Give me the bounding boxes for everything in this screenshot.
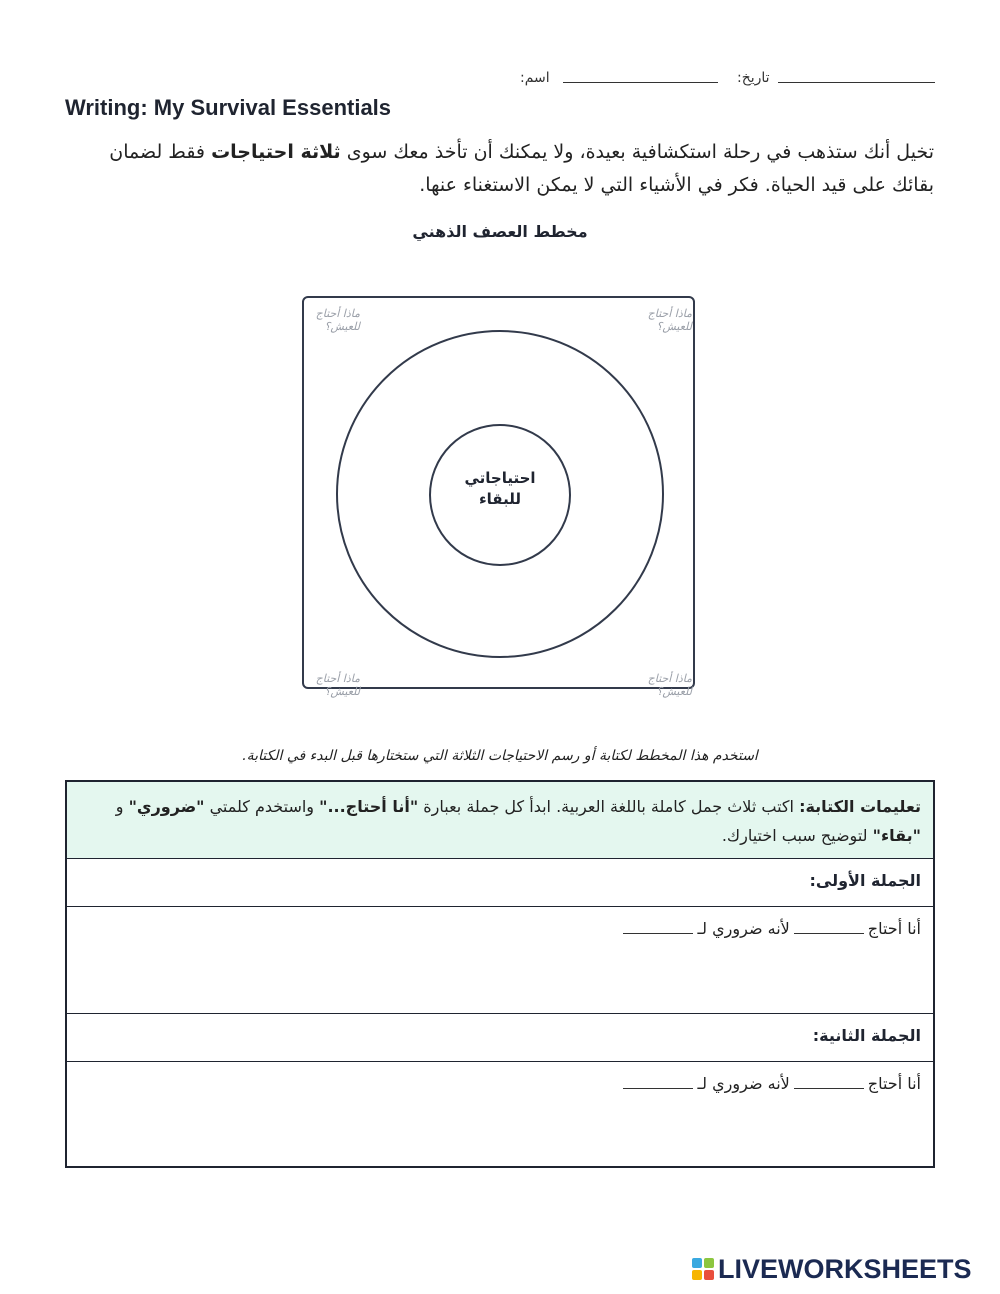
- sentence2-answer-row[interactable]: [67, 1062, 933, 1166]
- sentence2-label-row: [67, 1014, 933, 1062]
- template-start: أنا أحتاج: [867, 1074, 921, 1093]
- phrase-daruri: "ضروري": [128, 797, 205, 816]
- corner-prompt-top-left: ماذا أحتاج للعيش؟: [315, 307, 360, 333]
- instructions-part1: اكتب ثلاث جمل كاملة باللغة العربية. ابدأ كل جملة بعبارة: [418, 797, 800, 816]
- intro-text-1: تخيل أنك ستذهب في رحلة استكشافية بعيدة، ولا يمكنك أن تأخذ معك سوى: [340, 141, 934, 163]
- phrase-baqa: "بقاء": [872, 826, 921, 845]
- sentence1-label-row: [67, 859, 933, 907]
- logo-mark-icon: [692, 1258, 714, 1280]
- writing-table: [65, 780, 935, 1168]
- logo-mark-square-2: [704, 1258, 714, 1268]
- intro-bold: ثلاثة احتياجات: [211, 141, 341, 163]
- instructions-part2: واستخدم كلمتي: [204, 797, 320, 816]
- date-field-line[interactable]: [778, 82, 935, 83]
- mindmap-title: مخطط العصف الذهني: [412, 222, 588, 241]
- blank-need-2[interactable]: [794, 1088, 864, 1089]
- template-start: أنا أحتاج: [867, 919, 921, 938]
- sentence2-label: الجملة الثانية:: [812, 1026, 921, 1045]
- instructions-part3: لتوضيح سبب اختيارك.: [721, 826, 873, 845]
- sentence1-template: [619, 919, 921, 938]
- date-label: :تاريخ: [737, 70, 770, 86]
- blank-reason-1[interactable]: [623, 933, 693, 934]
- template-mid: لأنه ضروري لـ: [697, 1074, 790, 1093]
- logo-mark-square-4: [704, 1270, 714, 1280]
- template-mid: لأنه ضروري لـ: [697, 919, 790, 938]
- logo-mark-square-3: [692, 1270, 702, 1280]
- sentence2-template: [619, 1074, 921, 1093]
- mindmap-note: استخدم هذا المخطط لكتابة أو رسم الاحتياجات الثلاثة التي ستختارها قبل البدء في الكتابة.: [242, 748, 758, 764]
- instructions-text: [91, 792, 921, 850]
- corner-prompt-bottom-left: ماذا أحتاج للعيش؟: [315, 672, 360, 698]
- blank-reason-2[interactable]: [623, 1088, 693, 1089]
- center-label: [430, 468, 570, 510]
- page-title: Writing: My Survival Essentials: [65, 95, 392, 120]
- logo-text: LIVEWORKSHEETS: [718, 1253, 972, 1284]
- instructions-row: [67, 782, 933, 859]
- sentence1-answer-row[interactable]: [67, 907, 933, 1014]
- corner-prompt-bottom-right: ماذا أحتاج للعيش؟: [647, 672, 692, 698]
- intro-paragraph: [84, 136, 934, 202]
- name-label: :اسم: [520, 70, 550, 86]
- center-label-line2: للبقاء: [479, 490, 521, 508]
- corner-prompt-top-right: ماذا أحتاج للعيش؟: [647, 307, 692, 333]
- intro-text-2: فقط لضمان بقائك على قيد الحياة. فكر في الأشياء التي لا يمكن الاستغناء عنها.: [109, 141, 934, 196]
- liveworksheets-logo[interactable]: [692, 1254, 972, 1284]
- sentence1-label: الجملة الأولى:: [809, 871, 921, 890]
- instructions-label: تعليمات الكتابة:: [799, 797, 921, 816]
- name-field-line[interactable]: [563, 82, 718, 83]
- center-label-line1: احتياجاتي: [464, 469, 536, 487]
- blank-need-1[interactable]: [794, 933, 864, 934]
- logo-mark-square-1: [692, 1258, 702, 1268]
- phrase-ana-ahtaj: "أنا أحتاج...": [319, 797, 419, 816]
- instructions-and: و: [115, 797, 129, 816]
